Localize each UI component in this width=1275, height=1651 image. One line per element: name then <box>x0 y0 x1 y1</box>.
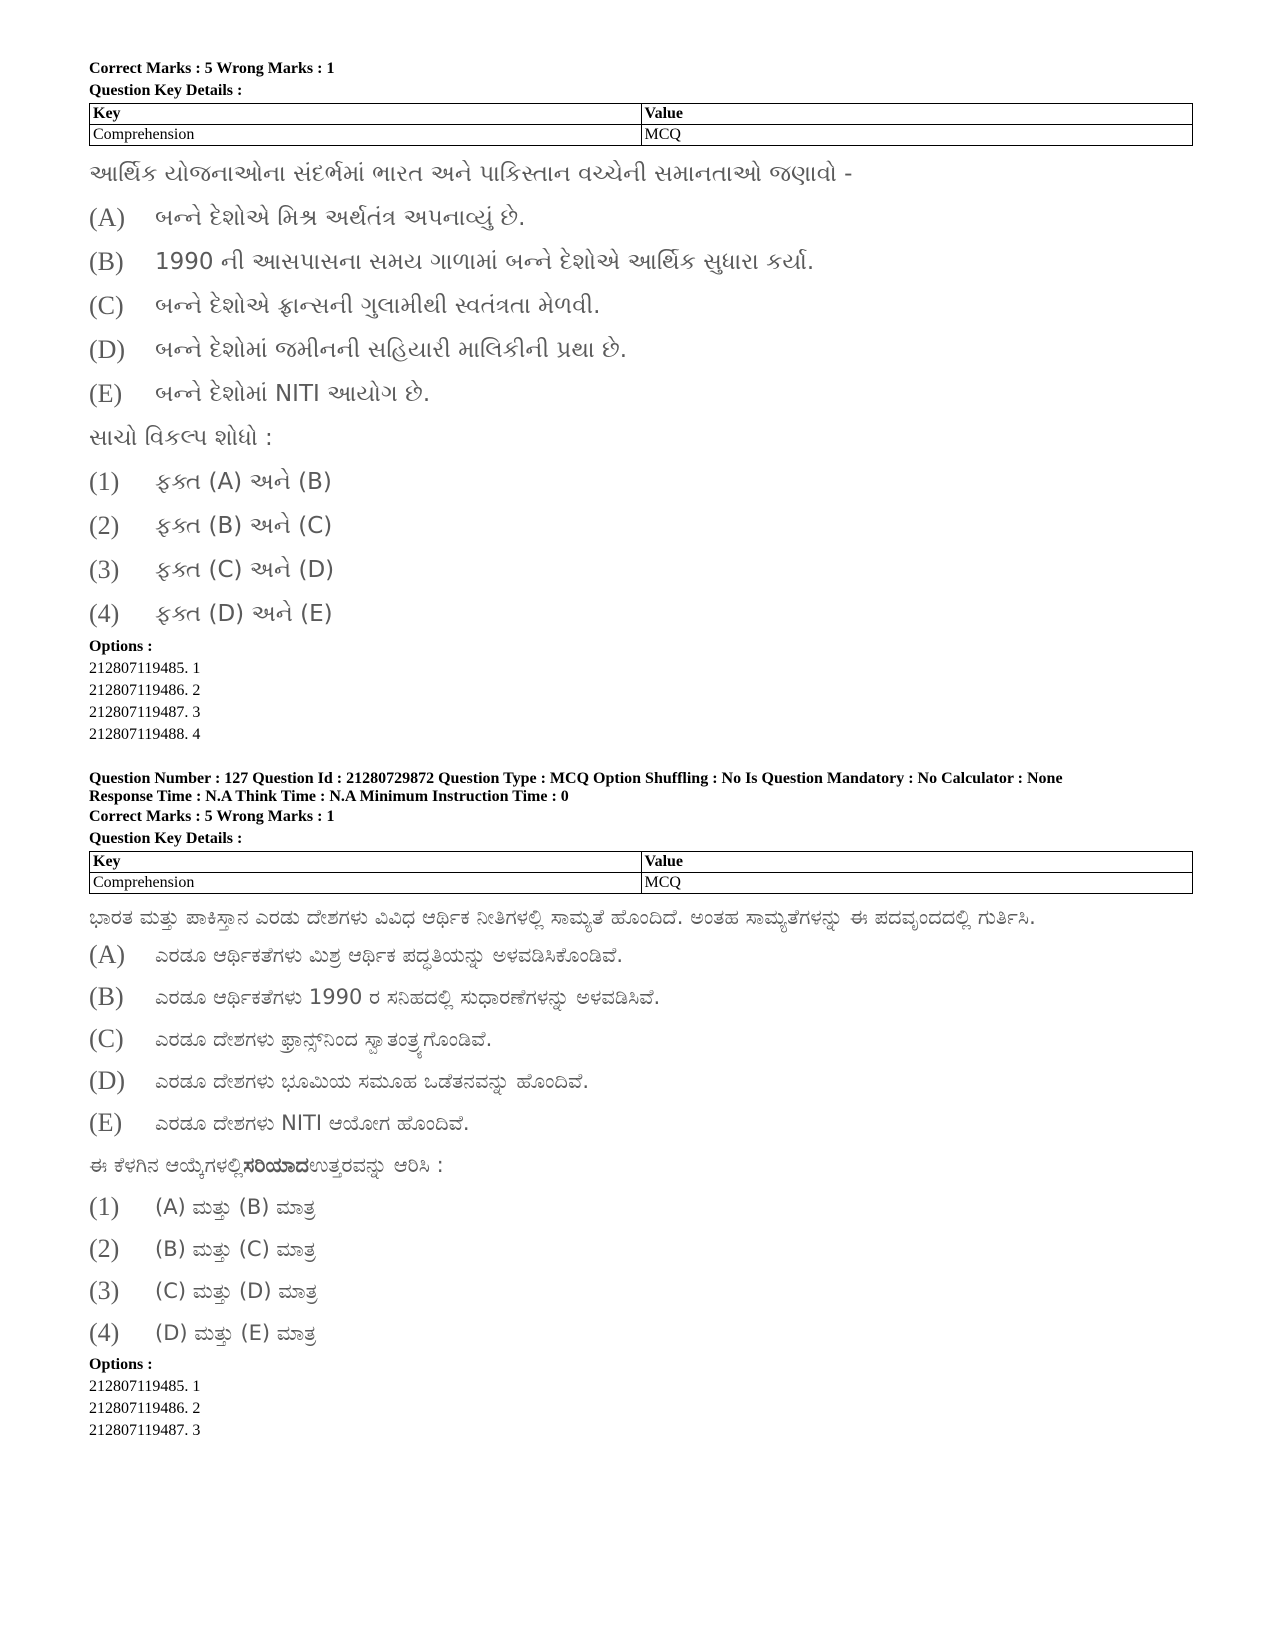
statement-label: (E) <box>89 1108 123 1137</box>
question-meta-line2: Response Time : N.A Think Time : N.A Minimum Instruction Time : 0 <box>89 788 569 805</box>
choice-text: (A) ಮತ್ತು (B) ಮಾತ್ರ <box>155 1195 316 1219</box>
statement-label: (A) <box>89 203 126 232</box>
choice <box>89 504 1193 548</box>
table-row <box>90 873 1193 894</box>
marks-line: Correct Marks : 5 Wrong Marks : 1 <box>89 808 335 825</box>
choice <box>89 1270 1193 1312</box>
option-line: 212807119485. 1 <box>89 660 201 677</box>
statement-text: ಎರಡೂ ಆರ್ಥಿಕತೆಗಳು ಮಿಶ್ರ ಆರ್ಥಿಕ ಪದ್ಧತಿಯನ್ನು ಅಳವಡಿಸಿಕೊಂಡಿವೆ. <box>155 943 623 967</box>
choice-text: ફક્ત (C) અને (D) <box>155 557 335 583</box>
statement <box>89 240 1193 284</box>
statement-text: 1990 ની આસપાસના સમય ગાળામાં બન્ને દેશોએ આર્થિક સુધારા કર્યા. <box>155 249 815 275</box>
table-cell-key: Comprehension <box>90 873 642 894</box>
table-header-value: Value <box>641 104 1193 125</box>
choice <box>89 548 1193 592</box>
statement-label: (B) <box>89 247 124 276</box>
instruction-bold: ಸರಿಯಾದ <box>243 1153 309 1177</box>
table-header-row <box>90 104 1193 125</box>
question-stem: આર્થિક યોજનાઓના સંદર્ભમાં ભારત અને પાકિસ્તાન વચ્ચેની સમાનતાઓ જણાવો - <box>89 161 853 187</box>
statement-text: ಎರಡೂ ದೇಶಗಳು NITI ಆಯೋಗ ಹೊಂದಿವೆ. <box>155 1111 470 1135</box>
statement-text: બન્ને દેશોએ ફ્રાન્સની ગુલામીથી સ્વતંત્રતા મેળવી. <box>155 293 601 319</box>
choice <box>89 1228 1193 1270</box>
question-126 <box>89 58 1193 746</box>
options-label: Options : <box>89 638 153 655</box>
table-cell-value: MCQ <box>641 873 1193 894</box>
option-line: 212807119486. 2 <box>89 682 201 699</box>
statement-text: ಎರಡೂ ಆರ್ಥಿಕತೆಗಳು 1990 ರ ಸನಿಹದಲ್ಲಿ ಸುಧಾರಣೆಗಳನ್ನು ಅಳವಡಿಸಿವೆ. <box>155 985 661 1009</box>
document-page <box>89 58 1193 1442</box>
statement-text: ಎರಡೂ ದೇಶಗಳು ಭೂಮಿಯ ಸಮೂಹ ಒಡೆತನವನ್ನು ಹೊಂದಿವೆ. <box>155 1069 589 1093</box>
instruction <box>89 1144 1193 1186</box>
instruction-post: ಉತ್ತರವನ್ನು ಆರಿಸಿ : <box>308 1153 444 1177</box>
table-cell-value: MCQ <box>641 125 1193 146</box>
choice-text: (B) ಮತ್ತು (C) ಮಾತ್ರ <box>155 1237 316 1261</box>
statement <box>89 284 1193 328</box>
choice <box>89 1312 1193 1354</box>
statement-label: (C) <box>89 1024 124 1053</box>
table-cell-key: Comprehension <box>90 125 642 146</box>
key-details-table <box>89 103 1193 146</box>
statement <box>89 196 1193 240</box>
statement <box>89 372 1193 416</box>
choice <box>89 460 1193 504</box>
option-line: 212807119486. 2 <box>89 1400 201 1417</box>
key-details-table <box>89 851 1193 894</box>
marks-line: Correct Marks : 5 Wrong Marks : 1 <box>89 60 335 77</box>
table-header-key: Key <box>90 104 642 125</box>
choice-text: (C) ಮತ್ತು (D) ಮಾತ್ರ <box>155 1279 318 1303</box>
statement <box>89 1018 1193 1060</box>
statement-label: (A) <box>89 940 126 969</box>
statement-label: (D) <box>89 1066 126 1095</box>
statement-text: બન્ને દેશોમાં જમીનની સહિયારી માલિકીની પ્રથા છે. <box>155 337 628 363</box>
question-image-gujarati <box>89 152 1193 636</box>
key-details-label: Question Key Details : <box>89 830 243 847</box>
statement-label: (C) <box>89 291 124 320</box>
choice-text: ફક્ત (B) અને (C) <box>155 513 333 539</box>
choice-label: (4) <box>89 1318 120 1347</box>
choice-label: (3) <box>89 555 120 584</box>
instruction-pre: ಈ ಕೆಳಗಿನ ಆಯ್ಕೆಗಳಲ್ಲಿ <box>89 1153 244 1177</box>
instruction: સાચો વિકલ્પ શોધો : <box>89 425 273 451</box>
statement <box>89 1102 1193 1144</box>
choice-label: (3) <box>89 1276 120 1305</box>
table-header-key: Key <box>90 852 642 873</box>
choice <box>89 592 1193 636</box>
choice-label: (1) <box>89 1192 120 1221</box>
statement-label: (E) <box>89 379 123 408</box>
statement <box>89 934 1193 976</box>
choice-text: (D) ಮತ್ತು (E) ಮಾತ್ರ <box>155 1321 317 1345</box>
statement-label: (B) <box>89 982 124 1011</box>
option-line: 212807119488. 4 <box>89 726 201 743</box>
statement <box>89 1060 1193 1102</box>
table-row <box>90 125 1193 146</box>
option-line: 212807119487. 3 <box>89 1422 201 1439</box>
choice <box>89 1186 1193 1228</box>
statement <box>89 976 1193 1018</box>
question-stem: ಭಾರತ ಮತ್ತು ಪಾಕಿಸ್ತಾನ ಎರಡು ದೇಶಗಳು ವಿವಿಧ ಆರ್ಥಿಕ ನೀತಿಗಳಲ್ಲಿ ಸಾಮ್ಯತೆ ಹೊಂದಿದೆ. ಅಂತಹ ಸಾಮ್ಯತೆಗಳನ್ನು ಈ ಪದವೃಂದದಲ್ಲಿ ಗುರ್ತಿಸಿ. <box>89 905 1036 929</box>
question-image-kannada <box>89 900 1193 1354</box>
choice-label: (4) <box>89 599 120 628</box>
option-line: 212807119487. 3 <box>89 704 201 721</box>
option-line: 212807119485. 1 <box>89 1378 201 1395</box>
table-header-value: Value <box>641 852 1193 873</box>
statement-label: (D) <box>89 335 126 364</box>
statement-text: બન્ને દેશોએ મિશ્ર અર્થતંત્ર અપનાવ્યું છે. <box>155 205 526 231</box>
statement-text: ಎರಡೂ ದೇಶಗಳು ಫ್ರಾನ್ಸ್‌ನಿಂದ ಸ್ವಾತಂತ್ರ್ಯಗೊಂಡಿವೆ. <box>155 1027 493 1051</box>
question-meta-line1: Question Number : 127 Question Id : 21280729872 Question Type : MCQ Option Shuffling : No Is Question Mandatory : No Calculator : None <box>89 770 1063 787</box>
choice-text: ફક્ત (D) અને (E) <box>155 601 333 627</box>
question-127 <box>89 770 1193 1442</box>
statement <box>89 328 1193 372</box>
table-header-row <box>90 852 1193 873</box>
choice-label: (2) <box>89 511 120 540</box>
statement-text: બન્ને દેશોમાં NITI આયોગ છે. <box>155 381 431 407</box>
choice-text: ફક્ત (A) અને (B) <box>155 469 332 495</box>
choice-label: (2) <box>89 1234 120 1263</box>
choice-label: (1) <box>89 467 120 496</box>
key-details-label: Question Key Details : <box>89 82 243 99</box>
options-label: Options : <box>89 1356 153 1373</box>
